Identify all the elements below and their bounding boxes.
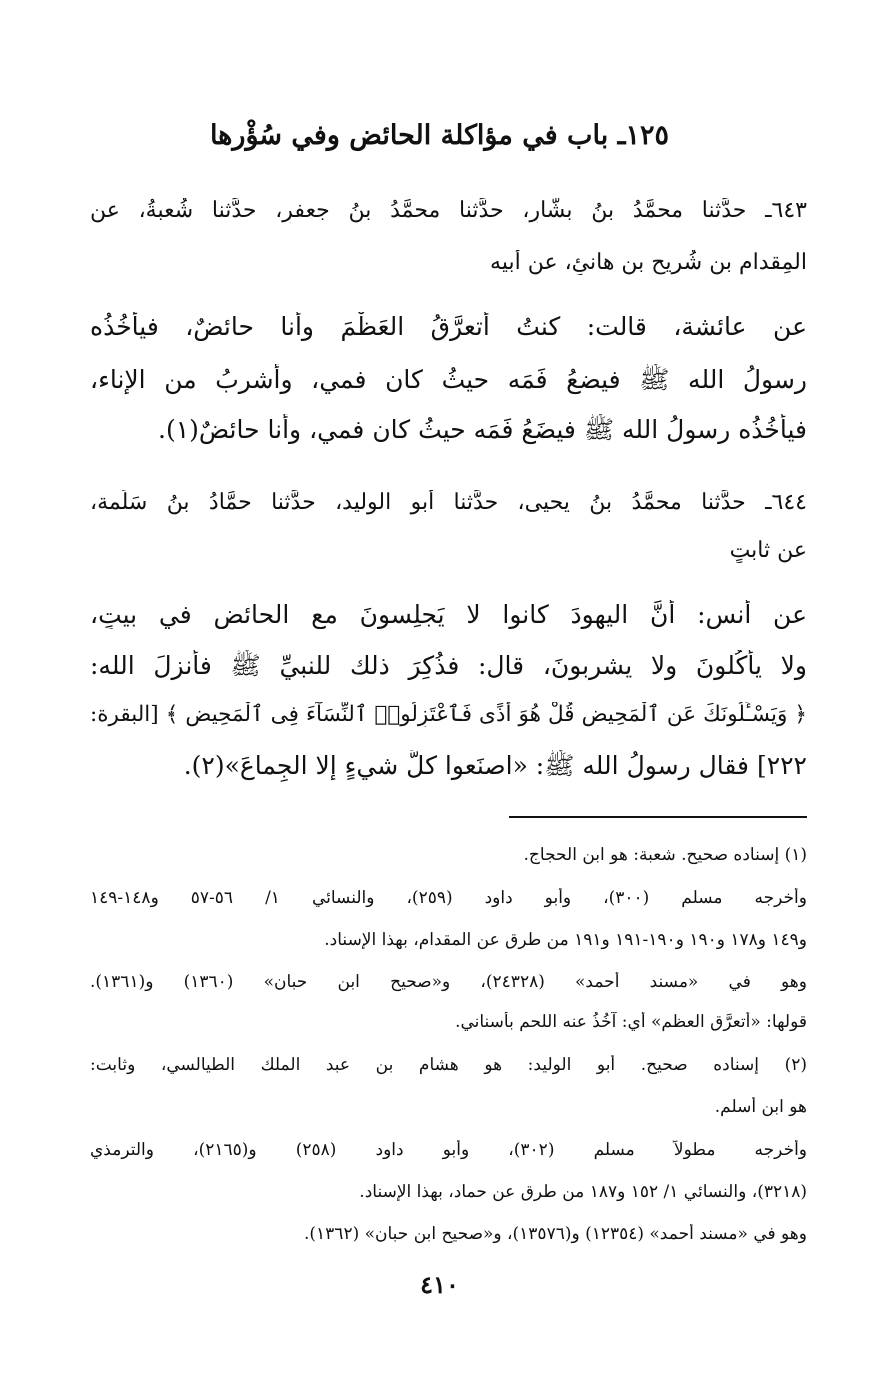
footnote-line: وأخرجه مسلم (٣٠٠)، وأبو داود (٢٥٩)، والنسائي ١/ ٥٦-٥٧ و١٤٨-١٤٩ bbox=[90, 888, 807, 908]
matn-line: عن عائشة، قالت: كنتُ أتعرَّقُ العَظْمَ وأنا حائضٌ، فيأخُذُه bbox=[90, 312, 807, 341]
isnad-line: ٦٤٣ـ حدَّثنا محمَّدُ بنُ بشَّارٍ، حدَّثنا محمَّدُ بنُ جعفرٍ، حدَّثنا شُعبةُ، عن bbox=[90, 198, 807, 223]
footnote-line: وهو في «مسند أحمد» (١٢٣٥٤) و(١٣٥٧٦)، و«صحيح ابن حبان» (١٣٦٢). bbox=[304, 1224, 807, 1244]
matn-line: عن أنسٍ: أنَّ اليهودَ كانوا لا يَجلِسونَ مع الحائضِ في بيتٍ، bbox=[90, 600, 807, 629]
footnote-line: (٣٢١٨)، والنسائي ١/ ١٥٢ و١٨٧ من طرق عن حماد، بهذا الإسناد. bbox=[359, 1182, 807, 1202]
isnad-line: عن ثابتٍ bbox=[729, 538, 807, 563]
chapter-heading: ١٢٥ـ باب في مؤاكلة الحائض وفي سُؤْرها bbox=[209, 120, 670, 151]
isnad-line: ٦٤٤ـ حدَّثنا محمَّدُ بنُ يحيى، حدَّثنا أبو الوليد، حدَّثنا حمَّادُ بنُ سَلَمة، bbox=[90, 490, 807, 515]
matn-line: ولا يأكُلونَ ولا يشربونَ، قال: فذُكِرَ ذلك للنبيِّ ﷺ فأنزلَ الله: bbox=[90, 651, 807, 680]
isnad-line: المِقدام بن شُريح بن هانئٍ، عن أبيه bbox=[490, 250, 807, 275]
quran-verse-line: ﴿ وَيَسْـَٔلُونَكَ عَنِ ٱلْمَحِيضِ قُلْ هُوَ أَذًى فَٱعْتَزِلُوا۟ ٱلنِّسَآءَ فِى ٱلْمَحِيضِ ﴾ [البقرة: bbox=[90, 702, 807, 727]
footnote-line: قولها: «أتعرَّق العظم» أي: آخُذُ عنه اللحم بأسناني. bbox=[455, 1012, 807, 1032]
matn-line: رسولُ الله ﷺ فيضعُ فَمَه حيثُ كان فمي، وأشربُ من الإناء، bbox=[90, 365, 807, 394]
footnote-separator bbox=[509, 816, 807, 818]
matn-line: ٢٢٢] فقال رسولُ الله ﷺ: «اصنَعوا كلَّ شيءٍ إلا الجِماعَ»(٢). bbox=[183, 751, 807, 780]
footnote-line: و١٤٩ و١٧٨ و١٩٠ و١٩٠-١٩١ و١٩١ من طرق عن المقدام، بهذا الإسناد. bbox=[324, 930, 807, 950]
footnote-line: هو ابن أسلم. bbox=[714, 1097, 807, 1117]
page-number: ٤١٠ bbox=[420, 1270, 459, 1299]
matn-line: فيأخُذُه رسولُ الله ﷺ فيضَعُ فَمَه حيثُ كان فمي، وأنا حائضٌ(١). bbox=[158, 415, 807, 444]
footnote-line: (٢) إسناده صحيح. أبو الوليد: هو هشام بن عبد الملك الطيالسي، وثابت: bbox=[90, 1055, 807, 1075]
footnote-line: (١) إسناده صحيح. شعبة: هو ابن الحجاج. bbox=[523, 845, 807, 865]
footnote-line: وهو في «مسند أحمد» (٢٤٣٢٨)، و«صحيح ابن حبان» (١٣٦٠) و(١٣٦١). bbox=[90, 972, 807, 992]
footnote-line: وأخرجه مطولاً مسلم (٣٠٢)، وأبو داود (٢٥٨) و(٢١٦٥)، والترمذي bbox=[90, 1140, 807, 1160]
